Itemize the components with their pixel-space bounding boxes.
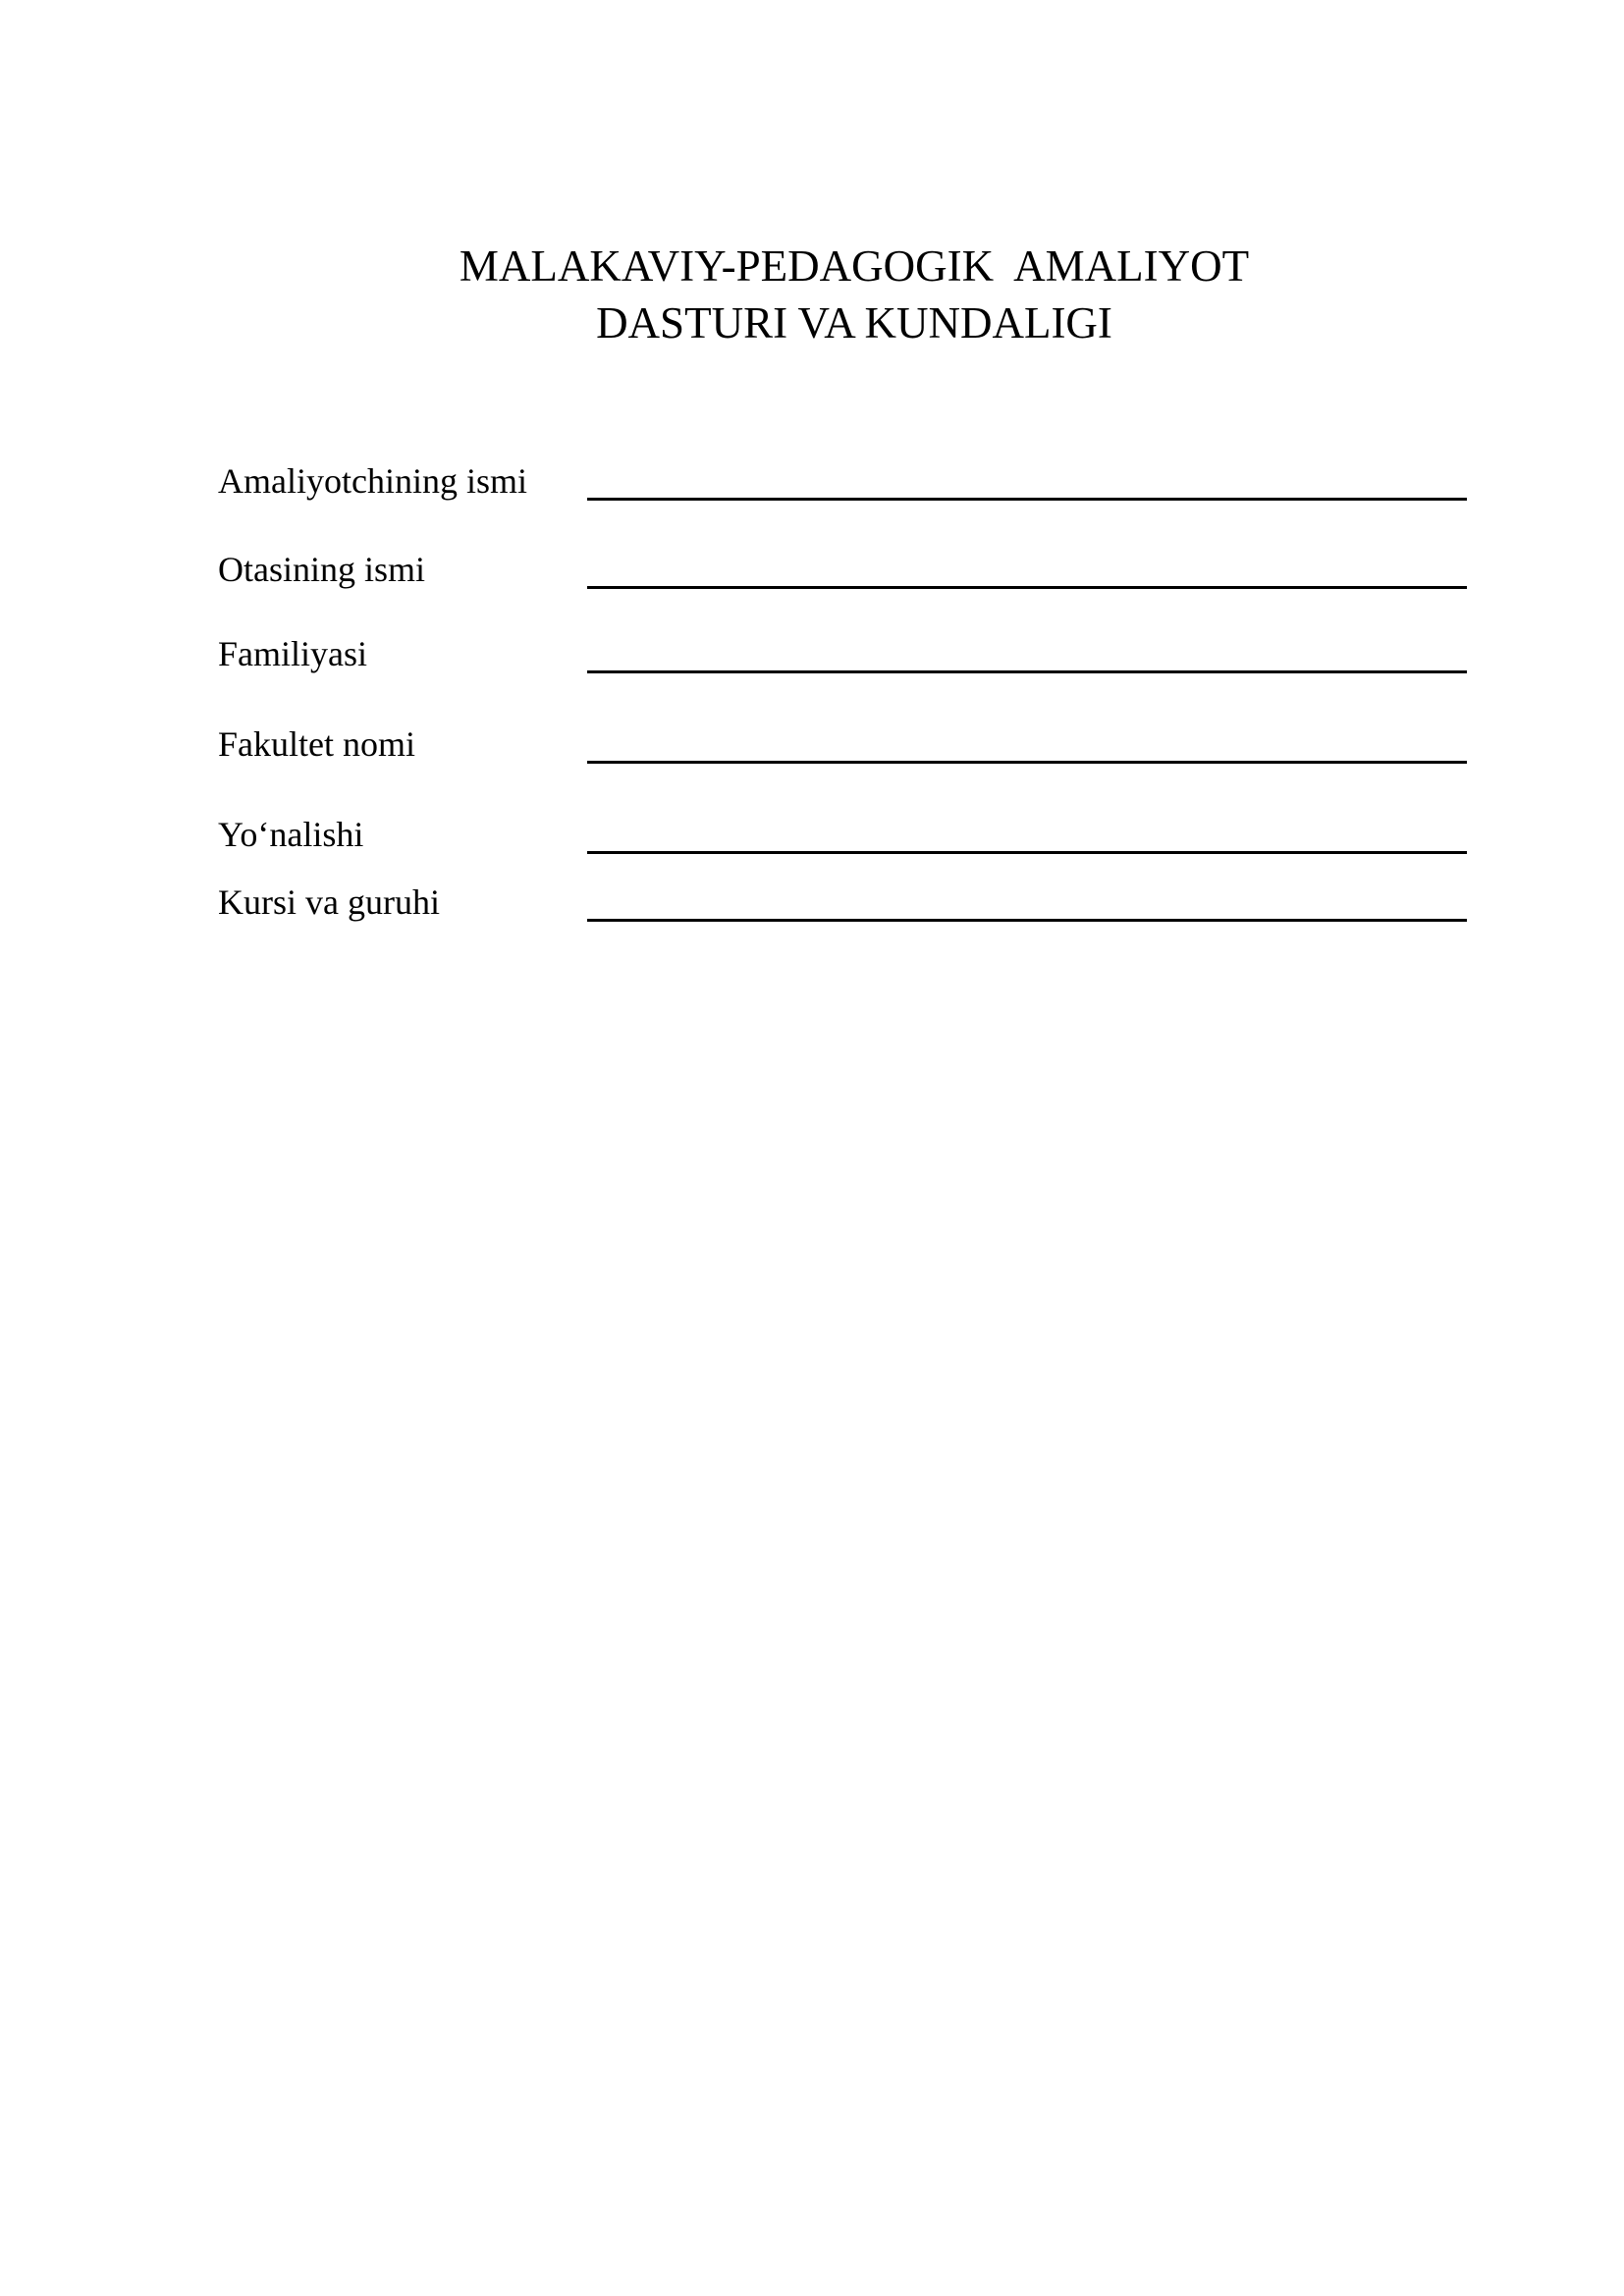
field-row-surname: [218, 630, 1465, 679]
field-label-patronymic: Otasining ismi: [218, 550, 426, 589]
title-line-1: MALAKAVIY-PEDAGOGIK AMALIYOT: [459, 241, 1250, 291]
field-row-course-group: [218, 879, 1465, 928]
field-label-faculty: Fakultet nomi: [218, 724, 415, 764]
title-line-2: DASTURI VA KUNDALIGI: [596, 298, 1112, 347]
course-group-blank-line[interactable]: [587, 919, 1467, 922]
field-row-patronymic: [218, 546, 1465, 595]
faculty-blank-line[interactable]: [587, 761, 1467, 764]
field-label-course-group: Kursi va guruhi: [218, 882, 440, 922]
field-label-first-name: Amaliyotchining ismi: [218, 461, 527, 501]
field-row-first-name: [218, 457, 1465, 507]
first-name-blank-line[interactable]: [587, 498, 1467, 501]
document-title: [0, 238, 1624, 351]
field-label-direction: Yo‘nalishi: [218, 815, 364, 854]
field-row-direction: [218, 811, 1465, 860]
direction-blank-line[interactable]: [587, 851, 1467, 854]
field-label-surname: Familiyasi: [218, 634, 367, 673]
surname-blank-line[interactable]: [587, 670, 1467, 673]
patronymic-blank-line[interactable]: [587, 586, 1467, 589]
field-row-faculty: [218, 721, 1465, 770]
